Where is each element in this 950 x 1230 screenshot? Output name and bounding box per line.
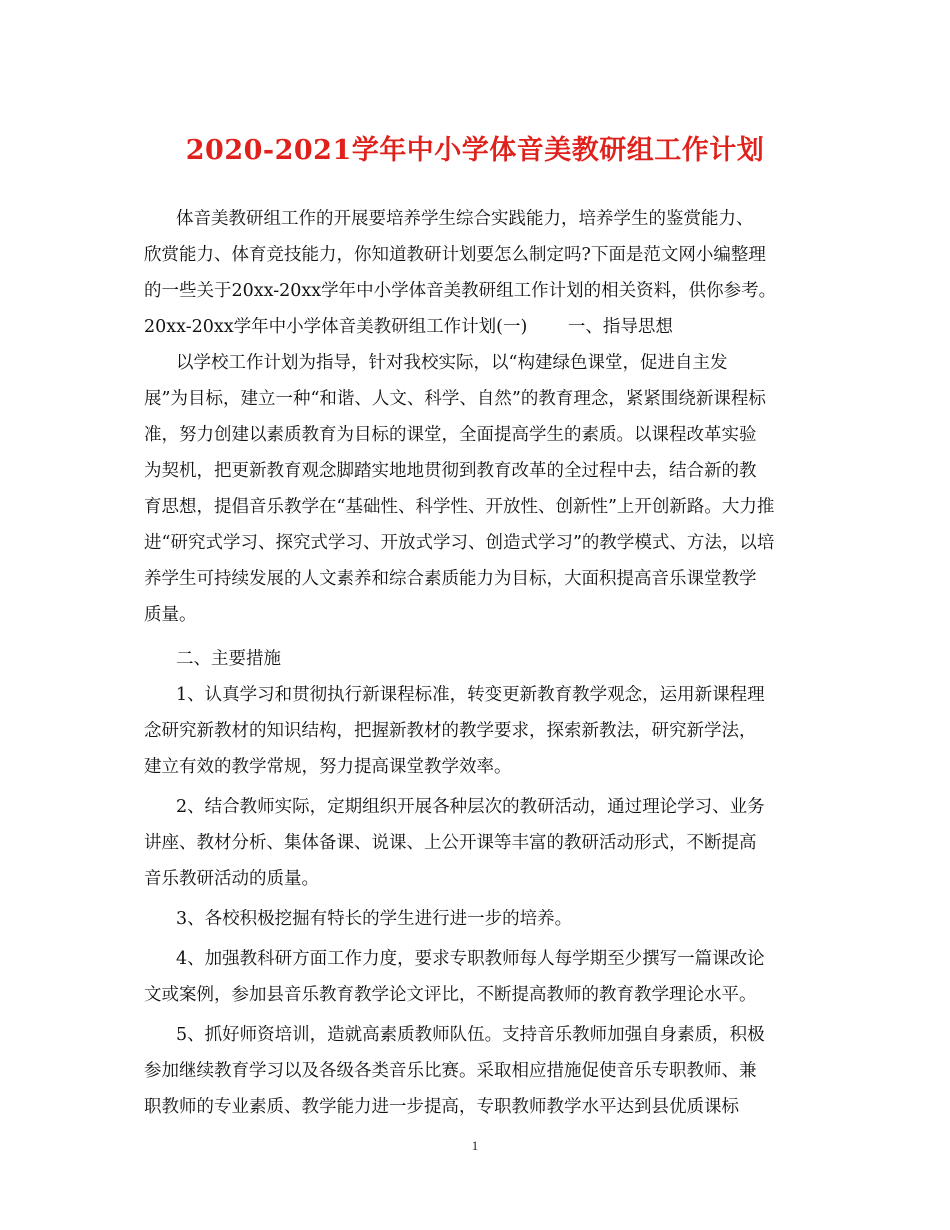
- text-line: 展”为目标，建立一种“和谐、人文、科学、自然”的教育理念，紧紧围绕新课程标: [144, 389, 766, 409]
- text-line: 音乐教研活动的质量。: [144, 869, 319, 889]
- text-line: 4、加强教科研方面工作力度，要求专职教师每人每学期至少撰写一篇课改论: [176, 949, 765, 969]
- text-line: 以学校工作计划为指导，针对我校实际，以“构建绿色课堂，促进自主发: [176, 353, 728, 373]
- text-line: 欣赏能力、体育竞技能力，你知道教研计划要怎么制定吗?下面是范文网小编整理: [144, 245, 766, 265]
- text-line: 1、认真学习和贯彻执行新课程标准，转变更新教育教学观念，运用新课程理: [176, 685, 765, 705]
- text-line: 念研究新教材的知识结构，把握新教材的教学要求，探索新教法，研究新学法，: [144, 721, 757, 741]
- text-line: 2、结合教师实际，定期组织开展各种层次的教研活动，通过理论学习、业务: [176, 797, 765, 817]
- text-line: 质量。: [144, 605, 197, 625]
- text-line: 育思想，提倡音乐教学在“基础性、科学性、开放性、创新性”上开创新路。大力推: [144, 497, 775, 517]
- text-line: 5、抓好师资培训，造就高素质教师队伍。支持音乐教师加强自身素质，积极: [176, 1025, 765, 1045]
- text-line: 为契机，把更新教育观念脚踏实地地贯彻到教育改革的全过程中去，结合新的教: [144, 461, 757, 481]
- text-line: 文或案例，参加县音乐教育教学论文评比，不断提高教师的教育教学理论水平。: [144, 985, 757, 1005]
- document-title: 2020-2021学年中小学体音美教研组工作计划: [185, 135, 765, 166]
- page-number: 1: [471, 1138, 479, 1153]
- text-line: 参加继续教育学习以及各级各类音乐比赛。采取相应措施促使音乐专职教师、兼: [144, 1061, 757, 1081]
- text-line: 职教师的专业素质、教学能力进一步提高，专职教师教学水平达到县优质课标: [144, 1097, 739, 1117]
- text-line: 建立有效的教学常规，努力提高课堂教学效率。: [144, 757, 512, 777]
- text-line: 的一些关于20xx-20xx学年中小学体音美教研组工作计划的相关资料，供你参考。: [144, 281, 777, 301]
- text-line: 养学生可持续发展的人文素养和综合素质能力为目标，大面积提高音乐课堂教学: [144, 569, 757, 589]
- section-heading: 二、主要措施: [176, 649, 281, 669]
- text-line: 讲座、教材分析、集体备课、说课、上公开课等丰富的教研活动形式，不断提高: [144, 833, 757, 853]
- text-line: 20xx-20xx学年中小学体音美教研组工作计划(一) 一、指导思想: [144, 317, 673, 337]
- text-line: 准，努力创建以素质教育为目标的课堂，全面提高学生的素质。以课程改革实验: [144, 425, 757, 445]
- text-line: 体音美教研组工作的开展要培养学生综合实践能力，培养学生的鉴赏能力、: [176, 209, 754, 229]
- text-line: 进“研究式学习、探究式学习、开放式学习、创造式学习”的教学模式、方法，以培: [144, 533, 775, 553]
- text-line: 3、各校积极挖掘有特长的学生进行进一步的培养。: [176, 909, 573, 929]
